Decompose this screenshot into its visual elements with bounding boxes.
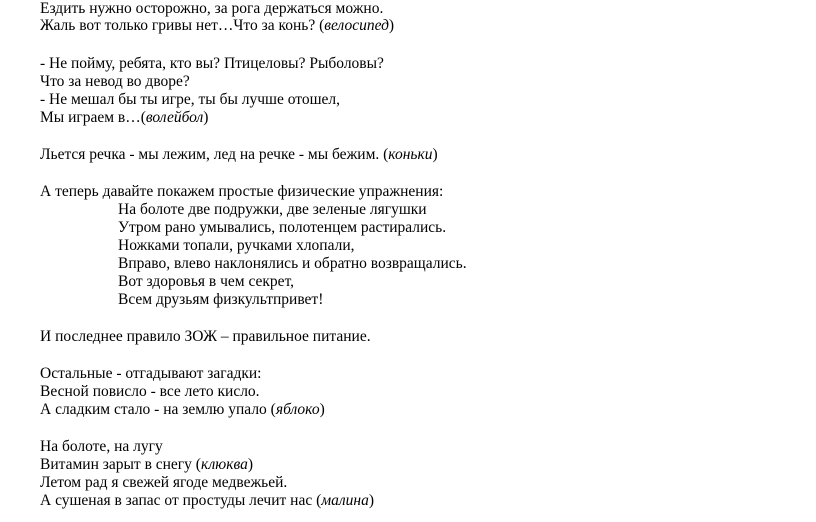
poem-line: На болоте две подружки, две зеленые лягушки: [118, 201, 427, 218]
poem-line: Вправо, влево наклонялись и обратно возвращались.: [118, 255, 467, 272]
riddle-answer: клюква: [200, 456, 248, 473]
text-line: Ездить нужно осторожно, за рога держаться можно.: [40, 0, 384, 17]
text-line: Остальные - отгадывают загадки:: [40, 365, 262, 382]
text-line: Мы играем в…(волейбол): [40, 109, 209, 126]
riddle-answer: яблоко: [275, 401, 320, 418]
text-line: Что за невод во дворе?: [40, 73, 190, 90]
riddle-answer: малина: [321, 492, 369, 509]
poem-line: Ножками топали, ручками хлопали,: [118, 237, 355, 254]
text-line: А сладким стало - на землю упало (яблоко): [40, 401, 325, 418]
text-line: И последнее правило ЗОЖ – правильное питание.: [40, 328, 371, 345]
text-line: Витамин зарыт в снегу (клюква): [40, 456, 254, 473]
text-line: На болоте, на лугу: [40, 438, 163, 455]
poem-line: Вот здоровья в чем секрет,: [118, 273, 295, 290]
text-line: Жаль вот только гривы нет…Что за конь? (велосипед): [40, 17, 395, 34]
text-line: - Не мешал бы ты игре, ты бы лучше отошел,: [40, 91, 341, 108]
riddle-answer: волейбол: [145, 109, 204, 126]
text-line: А сушеная в запас от простуды лечит нас (малина): [40, 492, 375, 509]
poem-line: Утром рано умывались, полотенцем растирались.: [118, 219, 447, 236]
poem-line: Всем друзьям физкультпривет!: [118, 291, 324, 308]
riddle-answer: велосипед: [324, 17, 389, 34]
text-line: - Не пойму, ребята, кто вы? Птицеловы? Рыболовы?: [40, 55, 384, 72]
text-line: А теперь давайте покажем простые физические упражнения:: [40, 183, 444, 200]
riddle-answer: коньки: [388, 146, 433, 163]
text-line: Весной повисло - все лето кисло.: [40, 383, 260, 400]
text-line: Льется речка - мы лежим, лед на речке - мы бежим. (коньки): [40, 146, 438, 163]
text-line: Летом рад я свежей ягоде медвежьей.: [40, 474, 288, 491]
